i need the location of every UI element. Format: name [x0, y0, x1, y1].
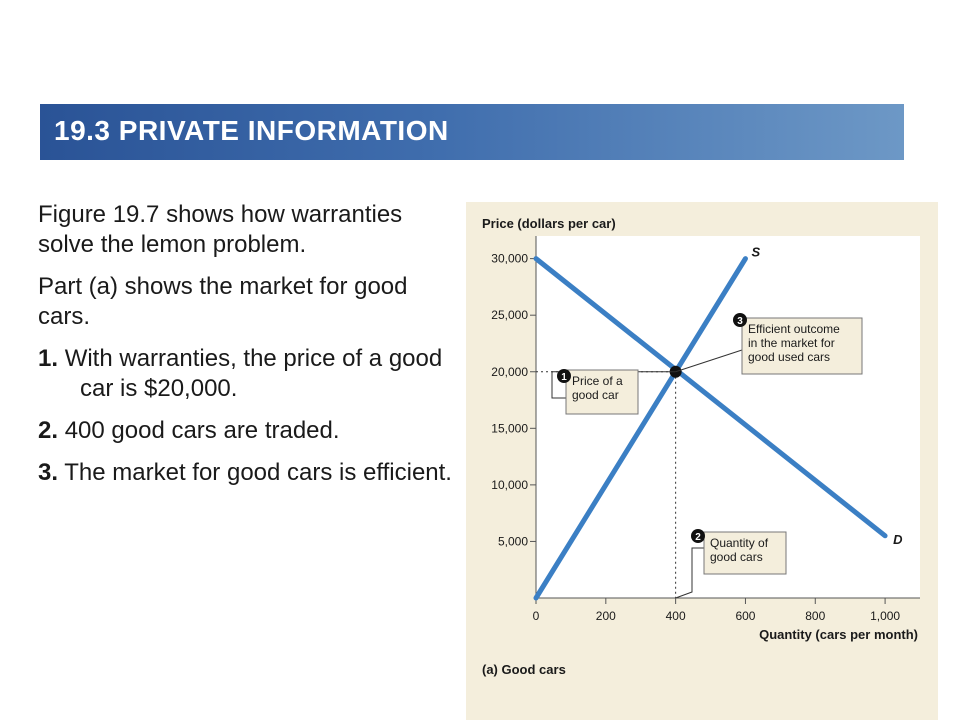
callout-text: Price of a [572, 374, 623, 388]
x-tick-label: 1,000 [870, 609, 901, 623]
callout-badge-number: 1 [561, 372, 567, 383]
y-tick-label: 5,000 [497, 534, 528, 549]
x-tick-label: 600 [735, 609, 756, 623]
part-a-paragraph: Part (a) shows the market for good cars. [38, 273, 408, 330]
callout-text: Efficient outcome [748, 322, 840, 336]
callout-text: good used cars [748, 350, 831, 364]
intro-paragraph: Figure 19.7 shows how warranties solve the lemon problem. [38, 201, 403, 258]
x-axis-label: Quantity (cars per month) [759, 627, 918, 642]
x-tick-label: 0 [532, 609, 540, 623]
list-item-text: With warranties, the price of a good car is $20,000. [64, 345, 443, 402]
list-item [38, 344, 458, 404]
s-curve-label: S [751, 244, 761, 260]
list-item-text: The market for good cars is efficient. [64, 459, 452, 486]
callout-badge-number: 2 [695, 532, 701, 543]
list-item-number: 2. [38, 417, 59, 444]
list-item-number: 1. [38, 345, 59, 372]
x-tick-label: 200 [595, 609, 616, 623]
list-item [38, 458, 458, 488]
list-item-text: 400 good cars are traded. [64, 417, 340, 444]
callout-badge-number: 3 [737, 316, 743, 327]
y-axis-label: Price (dollars per car) [482, 216, 616, 231]
callout-text: in the market for [748, 336, 835, 350]
chart-panel [466, 202, 938, 720]
callout-text: good cars [710, 550, 763, 564]
y-tick-label: 10,000 [491, 477, 528, 492]
body-text [38, 200, 458, 500]
callout-text: good car [572, 388, 619, 402]
x-tick-label: 400 [665, 609, 686, 623]
y-tick-label: 30,000 [491, 251, 528, 266]
chart-caption: (a) Good cars [482, 662, 566, 677]
section-banner [40, 104, 904, 160]
callout-text: Quantity of [710, 536, 769, 550]
section-title: 19.3 PRIVATE INFORMATION [54, 115, 449, 146]
y-tick-label: 20,000 [491, 364, 528, 379]
x-tick-label: 800 [805, 609, 826, 623]
good-cars-chart [466, 202, 938, 720]
list-item [38, 416, 458, 446]
list-item-number: 3. [38, 459, 59, 486]
d-curve-label: D [893, 531, 903, 547]
y-tick-label: 25,000 [491, 308, 528, 323]
y-tick-label: 15,000 [491, 421, 528, 436]
